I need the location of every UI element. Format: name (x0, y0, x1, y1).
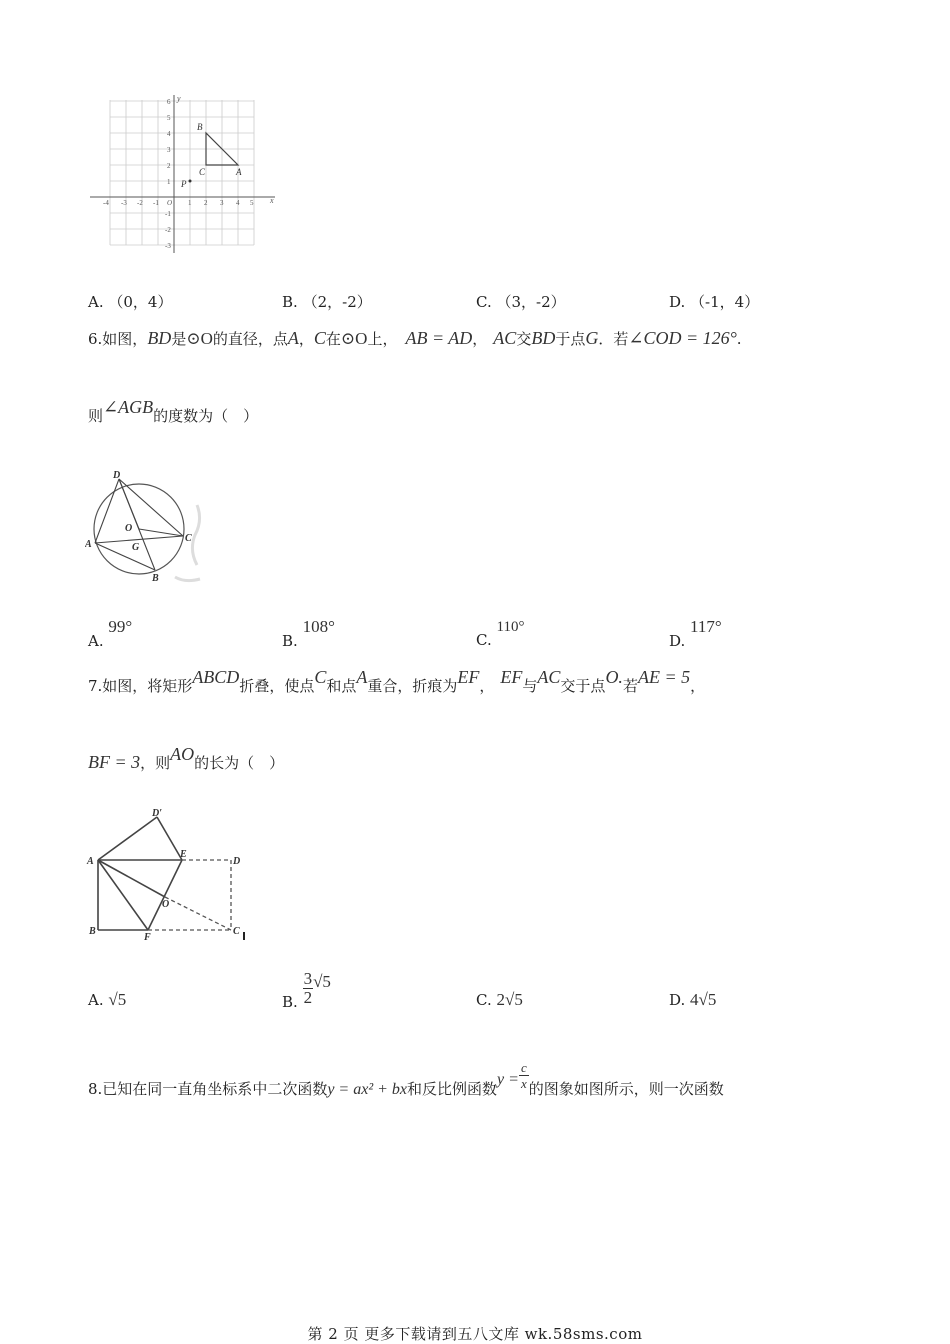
q7-text: ，则 (140, 754, 171, 772)
q6-text: 上， (367, 330, 398, 348)
q6-option-c (476, 617, 525, 649)
q7-text: ， (690, 677, 706, 695)
q6-math: BD (531, 328, 556, 348)
q7-line-2 (88, 744, 285, 773)
q7-math: AE = 5 (637, 667, 691, 687)
x-tick: 4 (236, 199, 240, 207)
option-letter: D. (669, 293, 686, 311)
y-tick: 1 (167, 178, 171, 186)
option-text: （2，-2） (302, 293, 372, 311)
q7-text: 的长为（ ） (194, 754, 285, 772)
q6-option-b (282, 617, 335, 650)
q6-math: G (585, 328, 599, 348)
x-tick: 5 (250, 199, 254, 207)
q7-text: 和点 (326, 677, 357, 695)
q7-math: EF (457, 667, 480, 687)
fraction (519, 1060, 529, 1091)
q5-option-c (476, 291, 566, 312)
q6-math: BD (147, 328, 172, 348)
q5-option-d (669, 291, 759, 312)
fraction-denominator: 2 (303, 988, 313, 1007)
q7-text: ， (479, 677, 495, 695)
q7-math: C (314, 667, 327, 687)
q8-text: 和反比例函数 (407, 1080, 498, 1098)
x-tick: 1 (188, 199, 192, 207)
q6-text: 则 (88, 407, 104, 425)
option-text: 2√5 (496, 990, 523, 1009)
label-a: A (87, 856, 94, 867)
label-d: D (233, 856, 241, 867)
page-footer: 第 2 页 更多下载请到五八文库 wk.58sms.com (307, 1325, 643, 1343)
option-text: 117° (690, 617, 722, 636)
q7-math: AC (537, 667, 561, 687)
option-letter: C. (476, 991, 492, 1009)
y-tick: 3 (167, 146, 171, 154)
q8-text: 的图象如图所示，则一次函数 (528, 1080, 724, 1098)
y-tick: 5 (167, 114, 171, 122)
q6-math: A (287, 328, 299, 348)
label-d: D (113, 470, 121, 481)
x-tick: 2 (204, 199, 208, 207)
q7-text: 若 (622, 677, 638, 695)
q7-option-b (282, 969, 331, 1011)
q7-math: BF = 3 (88, 752, 141, 772)
option-letter: D. (669, 632, 686, 650)
q7-text: 折叠，使点 (239, 677, 315, 695)
q6-math: ⊙O (340, 329, 368, 348)
q6-text: 的度数为（ ） (153, 407, 259, 425)
point-a-label: A (236, 167, 242, 177)
option-letter: C. (476, 293, 492, 311)
label-g: G (132, 542, 140, 553)
q7-text: 重合，折痕为 (367, 677, 458, 695)
option-text: √5 (108, 990, 127, 1009)
point-p (189, 180, 192, 183)
fraction-numerator: c (520, 1060, 527, 1075)
label-e: E (180, 849, 187, 860)
q7-fold-figure (85, 805, 255, 945)
q6-text: 于点 (555, 330, 586, 348)
q6-circle-figure (85, 465, 210, 590)
option-text: 108° (302, 617, 335, 636)
option-letter: C. (476, 631, 492, 649)
label-f: F (144, 932, 151, 943)
y-tick: 6 (167, 98, 171, 106)
x-tick: O (167, 199, 173, 207)
q7-text: 7.如图，将矩形 (88, 677, 193, 695)
q6-text: 是 (171, 330, 187, 348)
q7-math: O. (605, 667, 623, 687)
q7-option-c (476, 990, 523, 1010)
q6-text: ， (472, 330, 488, 348)
q8-line-1 (88, 1060, 724, 1098)
q6-text: 的直径，点 (212, 330, 288, 348)
fraction-denominator: x (520, 1076, 527, 1091)
q6-text: 在 (325, 330, 341, 348)
q8-math: y = ax² + bx (327, 1081, 408, 1098)
q7-line-1 (88, 667, 706, 696)
label-c: C (185, 533, 192, 544)
q6-text: . (736, 330, 742, 348)
option-text: 99° (108, 617, 133, 636)
q7-option-a (88, 990, 126, 1010)
option-text: （0，4） (108, 293, 173, 311)
q6-line-2 (88, 397, 259, 426)
option-letter: A. (88, 293, 104, 311)
q7-option-d (669, 990, 716, 1010)
q5-option-a (88, 291, 172, 312)
option-text: √5 (313, 972, 331, 991)
q6-math: ∠COD = 126° (628, 328, 737, 348)
point-p-label: P (181, 179, 187, 189)
x-axis-label: x (270, 196, 274, 205)
q6-text: ， (298, 330, 314, 348)
q7-math: EF (500, 667, 523, 687)
option-letter: B. (282, 993, 298, 1011)
q7-math: A (356, 667, 368, 687)
y-tick: 2 (167, 162, 171, 170)
y-axis-label: y (177, 95, 181, 103)
q6-math: AC (493, 328, 517, 348)
q6-text: 交 (516, 330, 532, 348)
x-tick: -3 (121, 199, 127, 207)
option-text: 110° (496, 619, 525, 635)
q7-math: AO (170, 744, 195, 764)
q8-math: y = (497, 1071, 519, 1088)
x-tick: -2 (137, 199, 143, 207)
x-tick: -1 (153, 199, 159, 207)
q6-math-arc: AB = AD (405, 328, 473, 348)
label-a: A (85, 539, 92, 550)
label-o: O (125, 523, 133, 534)
q6-math: ∠AGB (103, 397, 154, 417)
fraction-numerator: 3 (303, 969, 313, 988)
x-tick: 3 (220, 199, 224, 207)
point-c-label: C (199, 167, 206, 177)
option-text: （-1，4） (690, 293, 760, 311)
option-letter: A. (88, 632, 104, 650)
q6-math: C (313, 328, 326, 348)
y-tick: 4 (167, 130, 171, 138)
option-text: 4√5 (690, 990, 717, 1009)
y-tick: -2 (165, 226, 171, 234)
y-tick: -1 (165, 210, 171, 218)
option-letter: B. (282, 632, 298, 650)
q8-text: 8.已知在同一直角坐标系中二次函数 (88, 1080, 328, 1098)
fraction (303, 970, 314, 1007)
q6-text: 6.如图， (88, 330, 148, 348)
option-text: （3，-2） (496, 293, 566, 311)
q6-math: ⊙O (186, 329, 213, 348)
q6-option-d (669, 617, 722, 650)
q6-line-1 (88, 328, 742, 349)
point-b-label: B (197, 122, 203, 132)
label-b: B (152, 573, 159, 584)
q6-text: ．若 (598, 330, 629, 348)
label-o: O (162, 899, 170, 910)
q5-option-b (282, 291, 372, 312)
label-c: C (233, 926, 240, 937)
y-tick: -3 (165, 242, 171, 250)
q6-option-a (88, 617, 133, 650)
label-d-prime: D′ (152, 808, 163, 819)
option-letter: D. (669, 991, 686, 1009)
q7-math: ABCD (192, 667, 240, 687)
q7-text: 交于点 (560, 677, 606, 695)
q7-text: 与 (522, 677, 538, 695)
x-tick: -4 (103, 199, 109, 207)
option-letter: B. (282, 293, 298, 311)
label-b: B (89, 926, 96, 937)
option-letter: A. (88, 991, 104, 1009)
q5-coordinate-graph (85, 95, 285, 255)
